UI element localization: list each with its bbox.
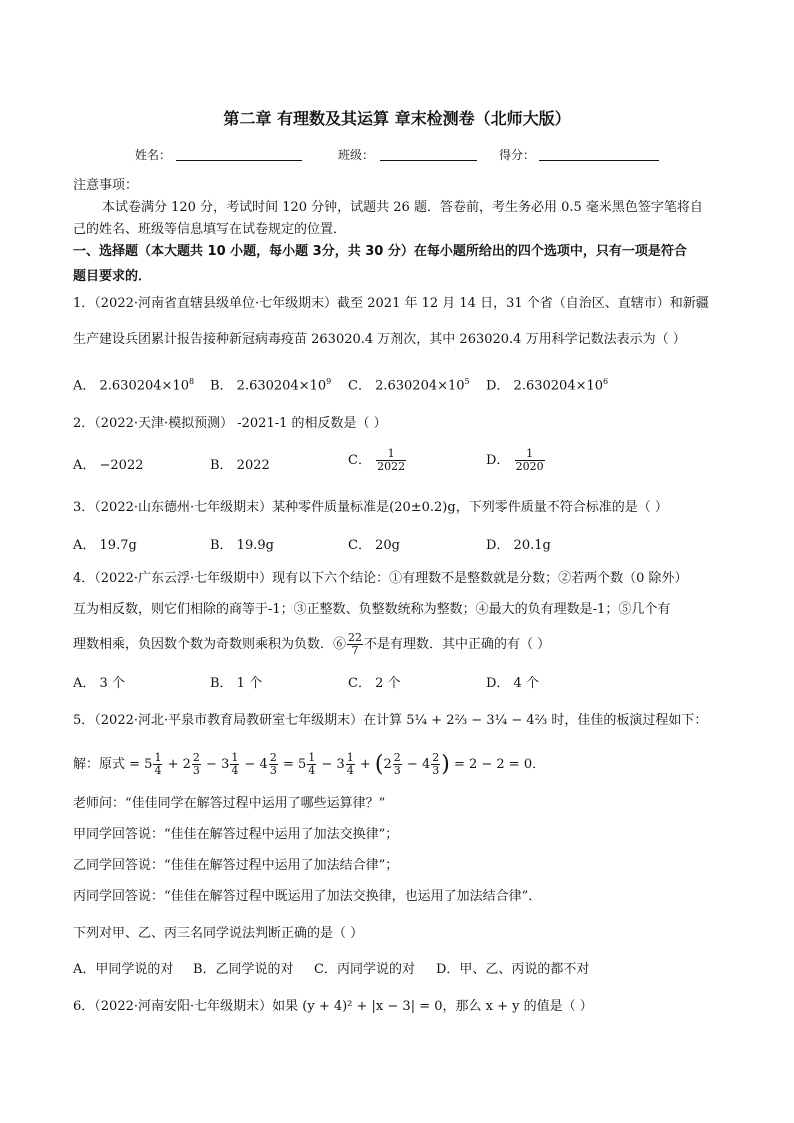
question-5-stem: 5．（2022·河北·平泉市教育局教研室七年级期末）在计算 5¼ + 2⅔ − 3¼ − 4⅔ 时，佳佳的板演过程如下：: [73, 713, 708, 728]
question-1-stem: 生产建设兵团累计报告接种新冠病毒疫苗 263020.4 万剂次，其中 263020.4 万用科学记数法表示为（ ）: [73, 332, 686, 347]
name-label: 姓名：: [135, 148, 172, 162]
student-info-row: [0, 146, 794, 166]
question-5-solution: 解：原式 = 5 $\frac{1}{4}$ + 2 $\frac{2}{3}$ − 3 $\frac{1}{4}$ − 4 $\frac{2}{3}$ = 5 $\frac{1}{4}$ − 3 $\frac{1}{4}$ + (2 $\frac{2}{3}$ − 4 $\frac{2}{3}$ ) = 2 − 2 = 0．: [73, 751, 546, 777]
notice-line: 己的姓名、班级等信息填写在试卷规定的位置．: [73, 222, 347, 237]
q1-option-c[interactable]: C． $2.630204\times 10^5$: [348, 377, 470, 394]
question-5-jia: 甲同学回答说：“佳佳在解答过程中运用了加法交换律”；: [73, 827, 399, 842]
q5-option-c[interactable]: C．丙同学说的对: [314, 962, 415, 977]
q3-option-a[interactable]: A． 19.7g: [73, 538, 137, 553]
question-2-stem: 2．（2022·天津·模拟预测） -2021-1 的相反数是（ ）: [73, 416, 387, 431]
question-5-prompt: 下列对甲、乙、丙三名同学说法判断正确的是（ ）: [73, 926, 364, 941]
question-1-stem: 1．（2022·河南省直辖县级单位·七年级期末）截至 2021 年 12 月 14 日，31 个省（自治区、直辖市）和新疆: [73, 296, 709, 311]
q6-expression: (y + 4)² + |x − 3| = 0: [302, 999, 443, 1014]
q5-expression: 5¼ + 2⅔ − 3¼ − 4⅔: [406, 713, 548, 728]
q4-option-c[interactable]: C． 2 个: [348, 676, 401, 691]
name-blank[interactable]: [176, 160, 302, 161]
q4-option-d[interactable]: D． 4 个: [486, 676, 539, 691]
question-4-stem: 4．（2022·广东云浮·七年级期中）现有以下六个结论：①有理数不是整数就是分数；②若两个数（0 除外）: [73, 571, 688, 586]
q2-option-c[interactable]: C． $\frac{1}{2022}$: [348, 447, 406, 473]
q5-option-a[interactable]: A．甲同学说的对: [73, 962, 174, 977]
class-blank[interactable]: [380, 160, 477, 161]
q2-option-d[interactable]: D． $\frac{1}{2020}$: [486, 447, 544, 473]
notice-heading: 注意事项：: [73, 178, 139, 193]
question-3-stem: 3．（2022·山东德州·七年级期末）某种零件质量标准是(20±0.2)g，下列零件质量不符合标准的是（ ）: [73, 500, 668, 515]
q5-option-b[interactable]: B．乙同学说的对: [193, 962, 294, 977]
question-4-stem: 互为相反数，则它们相除的商等于-1；③正整数、负整数统称为整数；④最大的负有理数是-1；⑤几个有: [73, 602, 671, 617]
q3-option-c[interactable]: C． 20g: [348, 538, 400, 553]
q2-option-a[interactable]: A． −2022: [73, 458, 144, 473]
score-label: 得分：: [499, 148, 536, 162]
section-heading: 题目要求的．: [73, 269, 152, 284]
question-5-yi: 乙同学回答说：“佳佳在解答过程中运用了加法结合律”；: [73, 858, 399, 873]
section-heading: 一、选择题（本大题共 10 小题，每小题 3分，共 30 分）在每小题所给出的四个选项中，只有一项是符合: [73, 244, 687, 259]
q3-option-d[interactable]: D． 20.1g: [486, 538, 551, 553]
q4-option-b[interactable]: B． 1 个: [210, 676, 263, 691]
notice-line: 本试卷满分 120 分，考试时间 120 分钟，试题共 26 题．答卷前，考生务必用 0.5 毫米黑色签字笔将自: [102, 200, 703, 215]
q1-option-a[interactable]: A． $2.630204\times 10^8$: [73, 377, 195, 394]
question-5-bing: 丙同学回答说：“佳佳在解答过程中既运用了加法交换律，也运用了加法结合律”．: [73, 889, 542, 904]
q3-option-b[interactable]: B． 19.9g: [210, 538, 274, 553]
score-blank[interactable]: [539, 160, 659, 161]
q1-option-b[interactable]: B． $2.630204\times 10^9$: [210, 377, 332, 394]
question-5-teacher: 老师问：“佳佳同学在解答过程中运用了哪些运算律？”: [73, 796, 386, 811]
q1-option-d[interactable]: D． $2.630204\times 10^6$: [486, 377, 609, 394]
page-title: 第二章 有理数及其运算 章末检测卷（北师大版）: [223, 109, 571, 128]
class-label: 班级：: [338, 148, 375, 162]
question-4-stem: 理数相乘，负因数个数为奇数则乘积为负数．⑥ $\frac{22}{7}$ 不是有理数．其中正确的有（ ）: [73, 631, 551, 657]
question-6-stem: 6．（2022·河南安阳·七年级期末）如果 (y + 4)² + |x − 3| = 0，那么 x + y 的值是（ ）: [73, 999, 593, 1014]
q5-option-d[interactable]: D．甲、乙、丙说的都不对: [436, 962, 590, 977]
q2-option-b[interactable]: B． 2022: [210, 458, 270, 473]
q4-option-a[interactable]: A． 3 个: [73, 676, 125, 691]
